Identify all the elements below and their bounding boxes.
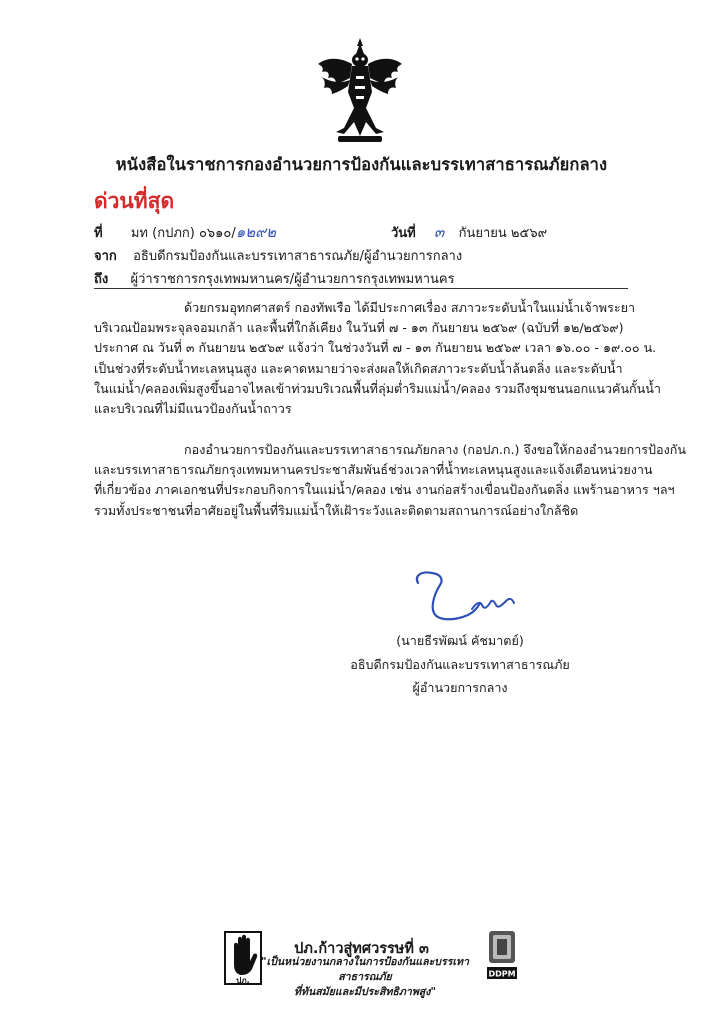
body-paragraph-1 [94, 298, 661, 419]
signatory-position-1: อธิบดีกรมป้องกันและบรรเทาสาธารณภัย [350, 657, 570, 672]
ddpm-logo-icon [483, 929, 521, 981]
date-label: วันที่ [391, 226, 416, 241]
paragraph-line: กองอำนวยการป้องกันและบรรเทาสาธารณภัยกลาง (กอปภ.ก.) จึงขอให้กองอำนวยการป้องกัน [184, 442, 686, 457]
date-row [391, 220, 547, 244]
body-paragraph-2 [94, 440, 686, 521]
signature-image [410, 565, 530, 625]
paragraph-line: รวมทั้งประชาชนที่อาศัยอยู่ในพื้นที่ริมแม่น้ำให้เฝ้าระวังและติดตามสถานการณ์อย่างใกล้ชิด [94, 502, 579, 518]
date-value: กันยายน ๒๕๖๙ [458, 226, 548, 241]
svg-text:ปภ.: ปภ. [236, 976, 250, 985]
header-divider [94, 288, 628, 289]
date-handwritten: ๓ [434, 223, 445, 241]
to-label: ถึง [94, 272, 109, 287]
signatory-position-2: ผู้อำนวยการกลาง [412, 680, 508, 695]
paragraph-line: ประกาศ ณ วันที่ ๓ กันยายน ๒๕๖๙ แจ้งว่า ในช่วงวันที่ ๗ - ๑๓ กันยายน ๒๕๖๙ เวลา ๑๖.๐๐ - ๑๙.๐๐ น. [94, 340, 657, 356]
footer-slogan-line: ที่ทันสมัยและมีประสิทธิภาพสูง" [294, 986, 436, 998]
from-row [94, 245, 462, 266]
urgency-stamp: ด่วนที่สุด [94, 189, 175, 213]
from-value: อธิบดีกรมป้องกันและบรรเทาสาธารณภัย/ผู้อำนวยการกลาง [133, 249, 463, 264]
to-value: ผู้ว่าราชการกรุงเทพมหานคร/ผู้อำนวยการกรุงเทพมหานคร [130, 272, 455, 287]
svg-text:DDPM: DDPM [488, 969, 516, 979]
footer-slogan-line: "เป็นหน่วยงานกลางในการป้องกันและบรรเทาสาธารณภัย [261, 956, 469, 983]
signatory-name: (นายธีรพัฒน์ คัชมาตย์) [396, 633, 524, 648]
number-label: ที่ [94, 226, 103, 241]
paragraph-line: บริเวณป้อมพระจุลจอมเกล้า และพื้นที่ใกล้เคียง ในวันที่ ๗ - ๑๓ กันยายน ๒๕๖๙ (ฉบับที่ ๑๒/๒๕๖๙) [94, 320, 624, 336]
letter-number-row [94, 220, 276, 244]
from-label: จาก [94, 249, 117, 264]
paragraph-line: ในแม่น้ำ/คลองเพิ่มสูงขึ้นอาจไหลเข้าท่วมบริเวณพื้นที่ลุ่มต่ำริมแม่น้ำ/คลอง รวมถึงชุมชนนอกแนวคันกั้นน้ำ [94, 380, 661, 396]
paragraph-line: เป็นช่วงที่ระดับน้ำทะเลหนุนสูง และคาดหมายว่าจะส่งผลให้เกิดสภาวะระดับน้ำล้นตลิ่ง และระดับน้ำ [94, 360, 623, 376]
paragraph-line: และบริเวณที่ไม่มีแนวป้องกันน้ำถาวร [94, 401, 292, 417]
document-title: หนังสือในราชการกองอำนวยการป้องกันและบรรเทาสาธารณภัยกลาง [115, 155, 608, 174]
garuda-emblem-icon [314, 36, 406, 144]
paragraph-line: และบรรเทาสาธารณภัยกรุงเทพมหานครประชาสัมพันธ์ช่วงเวลาที่น้ำทะเลหนุนสูงและแจ้งเตือนหน่วยงาน [94, 462, 653, 478]
paragraph-line: ที่เกี่ยวข้อง ภาคเอกชนที่ประกอบกิจการในแม่น้ำ/คลอง เช่น งานก่อสร้างเขื่อนป้องกันตลิ่ง แพร้านอาหาร ฯลฯ [94, 482, 675, 498]
number-handwritten: ๑๒๙๒ [235, 223, 277, 241]
footer-title: ปภ.ก้าวสู่ทศวรรษที่ ๓ [294, 941, 429, 957]
footer-slogan [250, 955, 480, 1000]
paragraph-line: ด้วยกรมอุทกศาสตร์ กองทัพเรือ ได้มีประกาศเรื่อง สภาวะระดับน้ำในแม่น้ำเจ้าพระยา [184, 300, 636, 315]
to-row [94, 268, 455, 289]
number-value: มท (กปภก) ๐๖๑๐/ [130, 226, 236, 241]
